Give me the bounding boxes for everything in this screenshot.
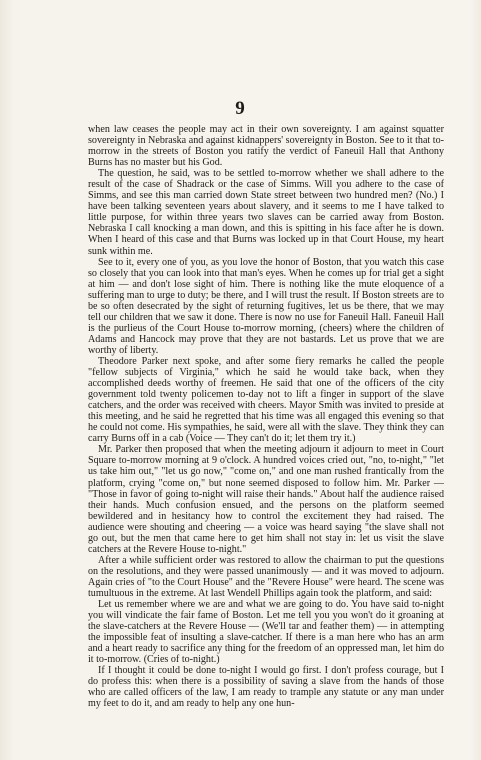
paragraph-6: After a while sufficient order was restored to allow the chairman to put the questions on the resolutions, and they were passed unanimously — and it was moved to adjourn. Again cries of "to the Court House" and the "Revere House" were heard. The scene was tumultuous in the extreme. At last Wendell Phillips again took the platform, and said:	[88, 554, 444, 599]
paragraph-1: when law ceases the people may act in their own sovereignty. I am against squatter sovereignty in Nebraska and against kidnappers' sovereignty in Boston. See to it that to-morrow in the streets of Boston you ratify the verdict of Faneuil Hall that Anthony Burns has no master but his God.	[88, 124, 444, 169]
paragraph-4: Theodore Parker next spoke, and after some fiery remarks he called the people "fellow subjects of Virginia," which he said he would take back, when they accomplished deeds worthy of freemen. He said that one of the officers of the city government told twenty policemen to-day not to lift a finger in support of the slave catchers, and the order was received with cheers. Mayor Smith was invited to preside at this meeting, and he said he regretted that his time was all engaged this evening so that he could not come. His sympathies, he said, were all with the slave. They think they can carry Burns off in a cab (Voice — They can't do it; let them try it.)	[88, 355, 444, 445]
paragraph-3: See to it, every one of you, as you love the honor of Boston, that you watch this case so closely that you can look into that man's eyes. When he comes up for trial get a sight at him — and don't lose sight of him. There is nothing like the mute eloquence of a suffering man to urge to duty; be there, and I will trust the result. If Boston streets are to be so often desecrated by the sight of returning fugitives, let us be there, that we may tell our children that we saw it done. There is now no use for Faneuil Hall. Faneuil Hall is the purlieus of the Court House to-morrow morning, (cheers) where the children of Adams and Hancock may prove that they are not bastards. Let us prove that we are worthy of liberty.	[88, 256, 444, 356]
paragraph-8: If I thought it could be done to-night I would go first. I don't profess courage, but I do profess this: when there is a possibility of saving a slave from the hands of those who are called officers of the law, I am ready to trample any statute or any man under my feet to do it, and am ready to help any one hun-	[88, 665, 444, 710]
paragraph-5: Mr. Parker then proposed that when the meeting adjourn it adjourn to meet in Court Square to-morrow morning at 9 o'clock. A hundred voices cried out, "no, to-night," "let us take him out," "let us go now," "come on," and one man rushed frantically from the platform, crying "come on," but none seemed disposed to follow him. Mr. Parker — "Those in favor of going to-night will raise their hands." About half the audience raised their hands. Much confusion ensued, and the persons on the platform seemed bewildered and in hesitancy how to control the excitement they had raised. The audience were shouting and cheering — a voice was heard saying "the slave shall not go out, but the men that came here to get him shall not stay in: let us visit the slave catchers at the Revere House to-night."	[88, 444, 444, 555]
paragraph-7: Let us remember where we are and what we are going to do. You have said to-night you will vindicate the fair fame of Boston. Let me tell you you won't do it groaning at the slave-catchers at the Revere House — (We'll tar and feather them) — in attempting the impossible feat of insulting a slave-catcher. If there is a man here who has an arm and a heart ready to sacrifice any thing for the freedom of an oppressed man, let him do it to-morrow. (Cries of to-night.)	[88, 599, 444, 666]
page-number: 9	[235, 98, 246, 119]
body-text	[88, 124, 444, 709]
paragraph-2: The question, he said, was to be settled to-morrow whether we shall adhere to the result of the case of Shadrack or the case of Simms. Will you adhere to the case of Simms, and see this man carried down State street between two hundred men? (No.) I have been talking seventeen years about slavery, and it seems to me I have talked to little purpose, for within three years two slaves can be carried away from Boston. Nebraska I call knocking a man down, and this is spitting in his face after he is down. When I heard of this case and that Burns was locked up in that Court House, my heart sunk within me.	[88, 168, 444, 257]
